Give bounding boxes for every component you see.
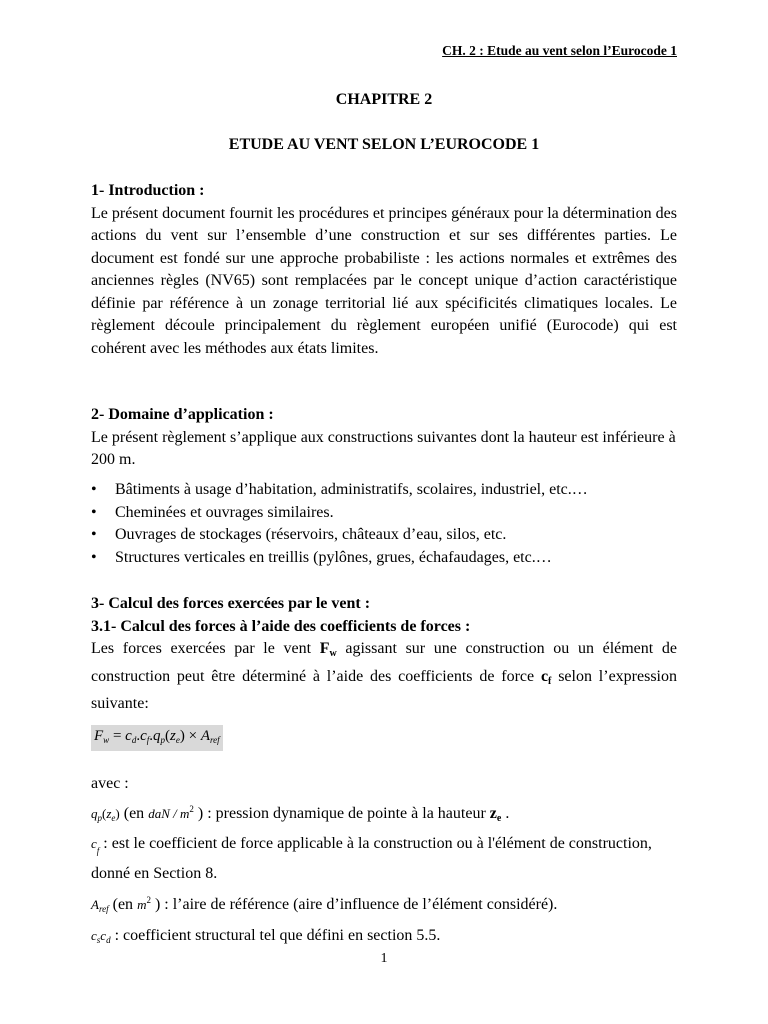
definitions xyxy=(91,773,677,951)
list-item: • Bâtiments à usage d’habitation, administratifs, scolaires, industriel, etc.… xyxy=(91,479,677,502)
running-header: CH. 2 : Etude au vent selon l’Eurocode 1 xyxy=(442,43,677,58)
bullet-icon: • xyxy=(91,526,97,543)
definition-aref: $A_{ref}$ (en $m^2$ ) : l’aire de référence (aire d’influence de l’élément considéré). xyxy=(91,895,558,914)
subsection-heading: 3.1- Calcul des forces à l’aide des coefficients de forces : xyxy=(91,617,471,635)
chapter-number: CHAPITRE 2 xyxy=(335,91,433,108)
list-item: • Cheminées et ouvrages similaires. xyxy=(91,502,677,525)
section-calcul xyxy=(91,593,677,716)
page-number: 1 xyxy=(380,951,388,966)
section-heading: 2- Domaine d’application : xyxy=(91,406,274,423)
definition-cscd: $c_sc_d$ : coefficient structural tel que défini en section 5.5. xyxy=(91,926,441,945)
section-heading: 1- Introduction : xyxy=(91,182,205,199)
definition-qp: $q_p(z_e)$ (en daN / $m^2$ ) : pression dynamique de pointe à la hauteur ze . xyxy=(91,803,510,824)
section-paragraph: Le présent document fournit les procédures et principes généraux pour la détermination des actions du vent sur l’ensemble d’une construction et sur ses différentes parties. Le document est fondé sur une approche probabiliste : les actions normales et extrêmes des anciennes règles (NV65) sont remplacées par le concept unique d’action caractéristique définie par référence à un zonage territorial lié aux spécificités climatiques locales. Le règlement découle principalement du règlement européen unifié (Eurocode) qui est cohérent avec les méthodes aux états limites. xyxy=(91,204,677,357)
section-heading: 3- Calcul des forces exercées par le vent : xyxy=(91,595,371,612)
section-introduction xyxy=(91,180,677,360)
section-paragraph: Les forces exercées par le vent Fw agissant sur une construction ou un élément de construction peut être déterminé à l’aide des coefficients de force cf selon l’expression suivante: xyxy=(91,640,678,712)
section-domaine xyxy=(91,404,677,472)
section-paragraph: Le présent règlement s’applique aux constructions suivantes dont la hauteur est inférieure à 200 m. xyxy=(91,428,676,468)
list-item: • Ouvrages de stockages (réservoirs, châteaux d’eau, silos, etc. xyxy=(91,524,677,547)
definition-cf: $c_f$ : est le coefficient de force applicable à la construction ou à l'élément de construction, donné en Section 8. xyxy=(91,835,652,882)
bullet-icon: • xyxy=(91,548,97,566)
list-item: • Structures verticales en treillis (pylônes, grues, échafaudages, etc.… xyxy=(91,547,677,570)
chapter-title: ETUDE AU VENT SELON L’EUROCODE 1 xyxy=(228,136,540,153)
definitions-intro: avec : xyxy=(91,775,129,792)
bullet-list xyxy=(91,479,677,569)
bullet-icon: • xyxy=(91,503,97,521)
bullet-icon: • xyxy=(91,481,97,498)
wind-force-formula: $F_w = c_d.c_f.q_p(z_e) \times A_{ref}$ xyxy=(91,725,223,751)
